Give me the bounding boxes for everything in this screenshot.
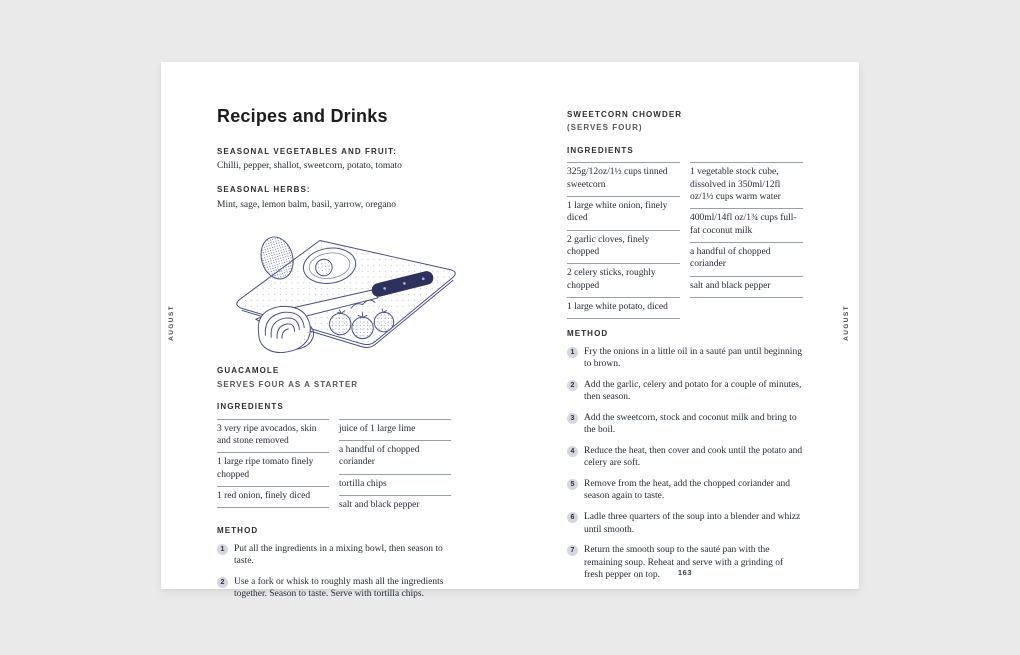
- step-text: Remove from the heat, add the chopped coriander and season again to taste.: [584, 478, 791, 502]
- method-list-chowder: [567, 346, 803, 582]
- step-number-badge: 6: [567, 512, 578, 523]
- ingredients-table-chowder: [567, 162, 803, 319]
- right-column: [567, 110, 803, 590]
- ingredient-row: 2 garlic cloves, finely chopped: [567, 231, 680, 265]
- step-text: Fry the onions in a little oil in a sauté pan until beginning to brown.: [584, 346, 802, 370]
- step-text: Add the sweetcorn, stock and coconut milk and bring to the boil.: [584, 412, 797, 436]
- recipe-serves-guacamole: SERVES FOUR AS A STARTER: [217, 379, 359, 389]
- method-step: [567, 346, 803, 371]
- ingredient-row: tortilla chips: [339, 475, 451, 496]
- ingredient-row: 400ml/14fl oz/1¾ cups full-fat coconut milk: [690, 209, 803, 243]
- method-list-guacamole: [217, 543, 451, 601]
- ingredients-column-2: [339, 419, 451, 517]
- recipe-name-guacamole: GUACAMOLE: [217, 366, 280, 376]
- recipe-name-sweetcorn-chowder: SWEETCORN CHOWDER: [567, 110, 683, 119]
- ingredient-row: salt and black pepper: [690, 277, 803, 298]
- ingredient-row: juice of 1 large lime: [339, 420, 451, 441]
- step-number-badge: 1: [567, 347, 578, 358]
- seasonal-vegetables-list: Chilli, pepper, shallot, sweetcorn, potato, tomato: [217, 161, 402, 172]
- step-number-badge: 5: [567, 479, 578, 490]
- ingredient-row: a handful of chopped coriander: [339, 441, 451, 475]
- step-text: Use a fork or whisk to roughly mash all the ingredients together. Season to taste. Serve with tortilla chips.: [234, 576, 444, 600]
- method-step: [567, 511, 803, 536]
- ingredients-column-2: [690, 162, 803, 319]
- ingredients-heading-guacamole: INGREDIENTS: [217, 402, 284, 412]
- step-text: Put all the ingredients in a mixing bowl, then season to taste.: [234, 543, 443, 567]
- method-step: [217, 576, 451, 601]
- step-text: Return the smooth soup to the sauté pan with the remaining soup. Reheat and serve with a grinding of fresh pepper on top.: [584, 545, 784, 581]
- step-number-badge: 3: [567, 413, 578, 424]
- ingredient-row: 2 celery sticks, roughly chopped: [567, 264, 680, 298]
- step-text: Reduce the heat, then cover and cook until the potato and celery are soft.: [584, 445, 803, 469]
- seasonal-vegetables-heading: SEASONAL VEGETABLES AND FRUIT:: [217, 147, 397, 156]
- method-step: [567, 379, 803, 404]
- chopping-board-illustration: [225, 223, 451, 364]
- ingredient-row: 3 very ripe avocados, skin and stone removed: [217, 420, 329, 454]
- left-column: [217, 106, 451, 609]
- ingredient-row: 1 large white onion, finely diced: [567, 197, 680, 231]
- ingredient-row: salt and black pepper: [339, 499, 420, 510]
- step-number-badge: 4: [567, 446, 578, 457]
- ingredient-row: a handful of chopped coriander: [690, 243, 803, 277]
- chopping-board-illustration-svg: [225, 223, 471, 359]
- book-page: [161, 62, 859, 600]
- month-tab-right: AUGUST: [843, 305, 850, 341]
- recipe-serves-sweetcorn-chowder: (SERVES FOUR): [567, 123, 643, 133]
- ingredient-row: 1 vegetable stock cube, dissolved in 350ml/12fl oz/1½ cups warm water: [690, 163, 803, 209]
- step-number-badge: 1: [217, 544, 228, 555]
- method-step: [567, 412, 803, 437]
- ingredients-table-guacamole: [217, 419, 451, 517]
- step-number-badge: 2: [217, 577, 228, 588]
- ingredients-column-1: [567, 162, 680, 319]
- step-text: Add the garlic, celery and potato for a couple of minutes, then season.: [584, 379, 802, 403]
- ingredient-row: 325g/12oz/1½ cups tinned sweetcorn: [567, 163, 680, 197]
- ingredients-column-1: [217, 419, 329, 517]
- step-number-badge: 2: [567, 380, 578, 391]
- ingredients-heading-chowder: INGREDIENTS: [567, 145, 634, 155]
- ingredient-row: 1 large white potato, diced: [567, 298, 680, 319]
- month-tab-left: AUGUST: [168, 305, 175, 341]
- ingredient-row: 1 red onion, finely diced: [217, 487, 329, 508]
- method-step: [217, 543, 451, 568]
- ingredient-row: 1 large ripe tomato finely chopped: [217, 453, 329, 487]
- seasonal-herbs-heading: SEASONAL HERBS:: [217, 185, 311, 195]
- page-title: Recipes and Drinks: [217, 106, 388, 126]
- step-number-badge: 7: [567, 545, 578, 556]
- step-text: Ladle three quarters of the soup into a blender and whizz until smooth.: [584, 511, 801, 535]
- method-heading-guacamole: METHOD: [217, 526, 259, 536]
- method-heading-chowder: METHOD: [567, 329, 609, 339]
- method-step: [567, 445, 803, 470]
- method-step: [567, 478, 803, 503]
- page-number: 163: [677, 568, 693, 577]
- seasonal-herbs-list: Mint, sage, lemon balm, basil, yarrow, oregano: [217, 199, 397, 210]
